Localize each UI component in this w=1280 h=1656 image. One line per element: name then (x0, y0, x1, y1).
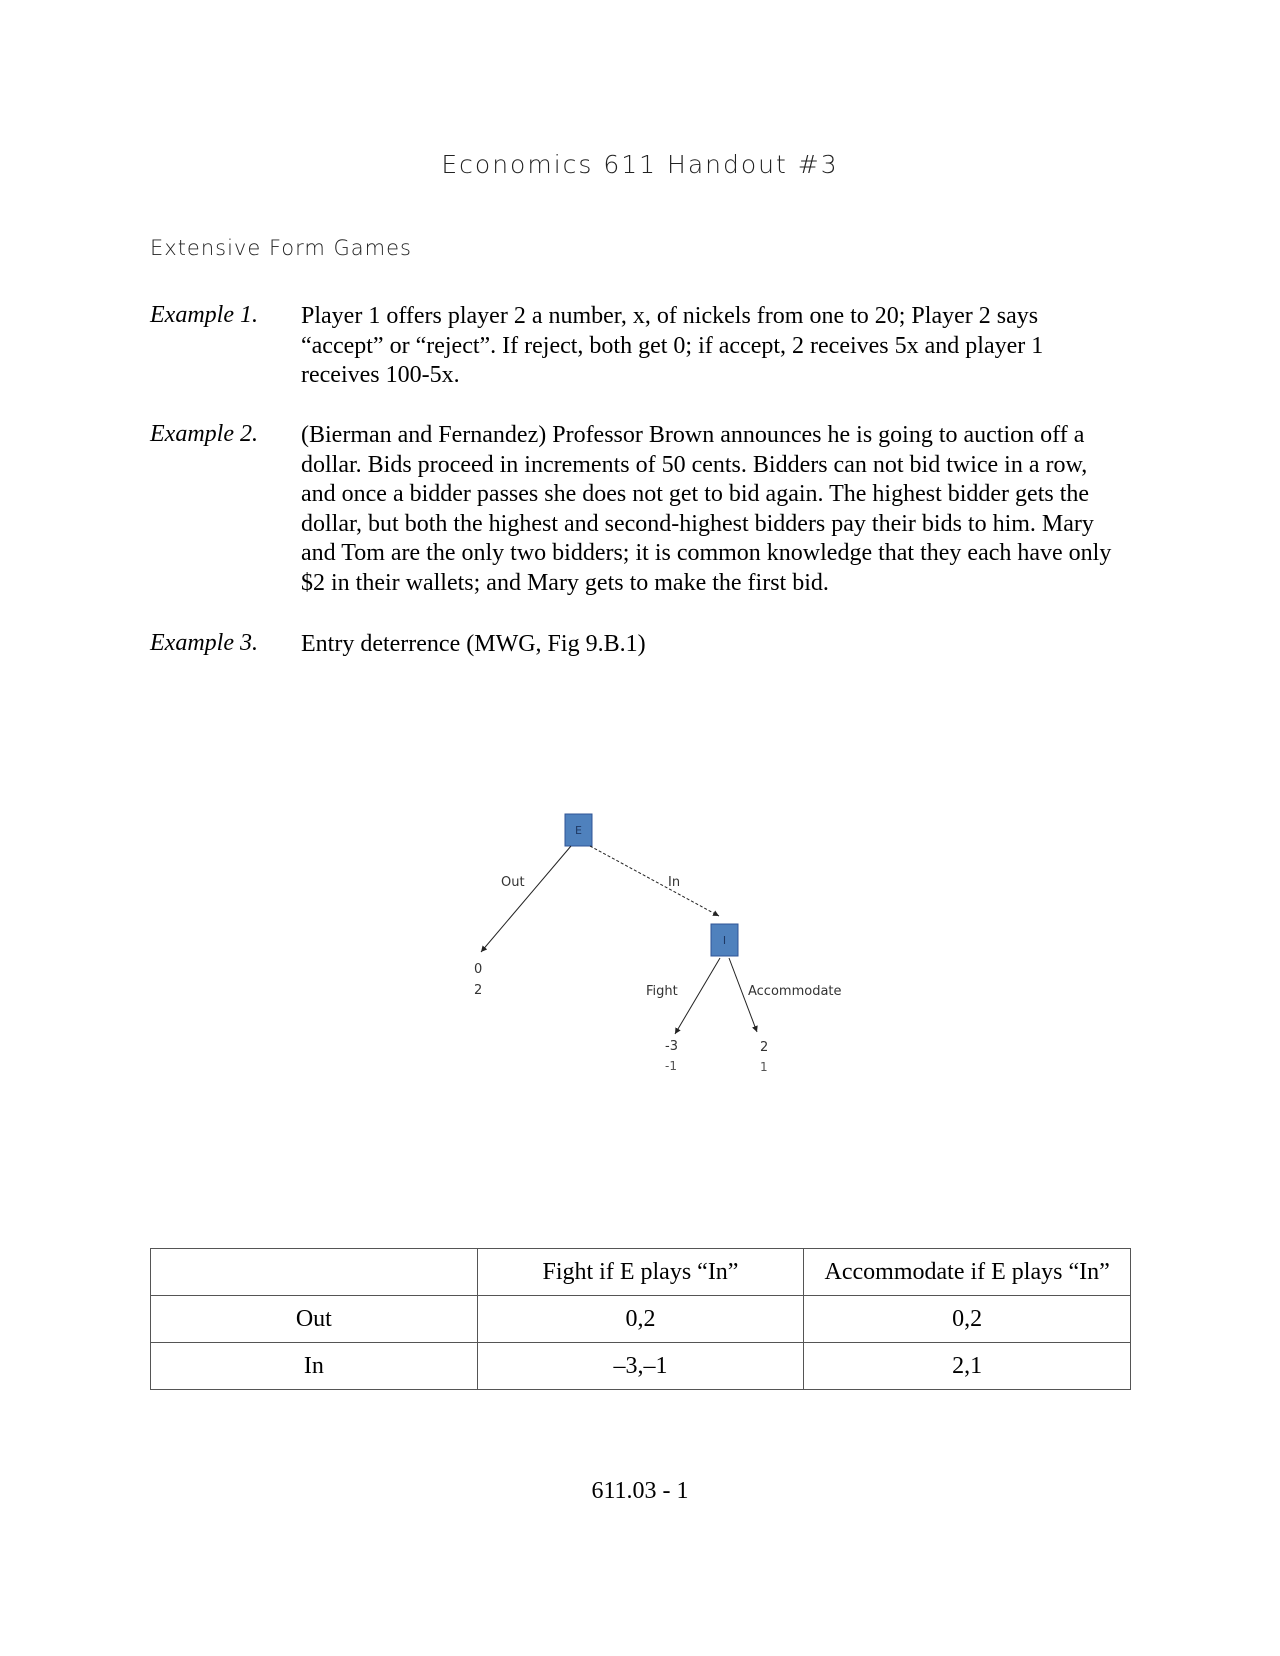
example-3-text: Entry deterrence (MWG, Fig 9.B.1) (301, 631, 646, 657)
branch-accommodate-label: Accommodate (748, 984, 842, 999)
entrant-node-label: E (575, 824, 582, 837)
payoff-table (150, 1248, 1131, 1390)
fight-payoff-incumbent: -1 (665, 1059, 677, 1073)
page-title: Economics 611 Handout #3 (441, 150, 839, 179)
branch-out-label: Out (501, 875, 525, 890)
example-1-label: Example 1. (150, 302, 258, 328)
section-heading: Extensive Form Games (150, 236, 412, 260)
incumbent-node-label: I (722, 934, 727, 947)
out-payoff-incumbent: 2 (474, 983, 483, 998)
table-row (151, 1296, 1131, 1343)
table-cell: 2,1 (804, 1343, 1131, 1390)
accommodate-payoff-entrant: 2 (760, 1040, 769, 1055)
table-cell: Out (151, 1296, 478, 1343)
branch-fight (675, 958, 720, 1034)
table-header-cell: Accommodate if E plays “In” (804, 1249, 1131, 1296)
branch-in-label: In (668, 875, 681, 890)
table-cell: –3,–1 (477, 1343, 804, 1390)
table-header-cell (151, 1249, 478, 1296)
table-cell: In (151, 1343, 478, 1390)
branch-out (481, 846, 571, 952)
table-header-cell: Fight if E plays “In” (477, 1249, 804, 1296)
table-cell: 0,2 (804, 1296, 1131, 1343)
branch-in (590, 846, 719, 916)
page-number: 611.03 - 1 (591, 1478, 689, 1504)
out-payoff-entrant: 0 (474, 962, 483, 977)
example-2-text: (Bierman and Fernandez) Professor Brown announces he is going to auction off a dollar. Bids proceed in increments of 50 cents. Bidders can not bid twice in a row, and once a bidder passes she does not get to bid again. The highest bidder gets the dollar, but both the highest and second-highest bidders pay their bids to him. Mary and Tom are the only two bidders; it is common knowledge that they each have only $2 in their wallets; and Mary gets to make the first bid. (301, 422, 1112, 596)
example-1-text: Player 1 offers player 2 a number, x, of nickels from one to 20; Player 2 says “accept” or “reject”. If reject, both get 0; if accept, 2 receives 5x and player 1 receives 100-5x. (301, 303, 1044, 388)
branch-fight-label: Fight (646, 984, 678, 999)
example-3-label: Example 3. (150, 630, 258, 656)
example-2-label: Example 2. (150, 421, 258, 447)
table-header-row (151, 1249, 1131, 1296)
fight-payoff-entrant: -3 (665, 1039, 678, 1054)
table-row (151, 1343, 1131, 1390)
table-cell: 0,2 (477, 1296, 804, 1343)
accommodate-payoff-incumbent: 1 (760, 1060, 768, 1074)
